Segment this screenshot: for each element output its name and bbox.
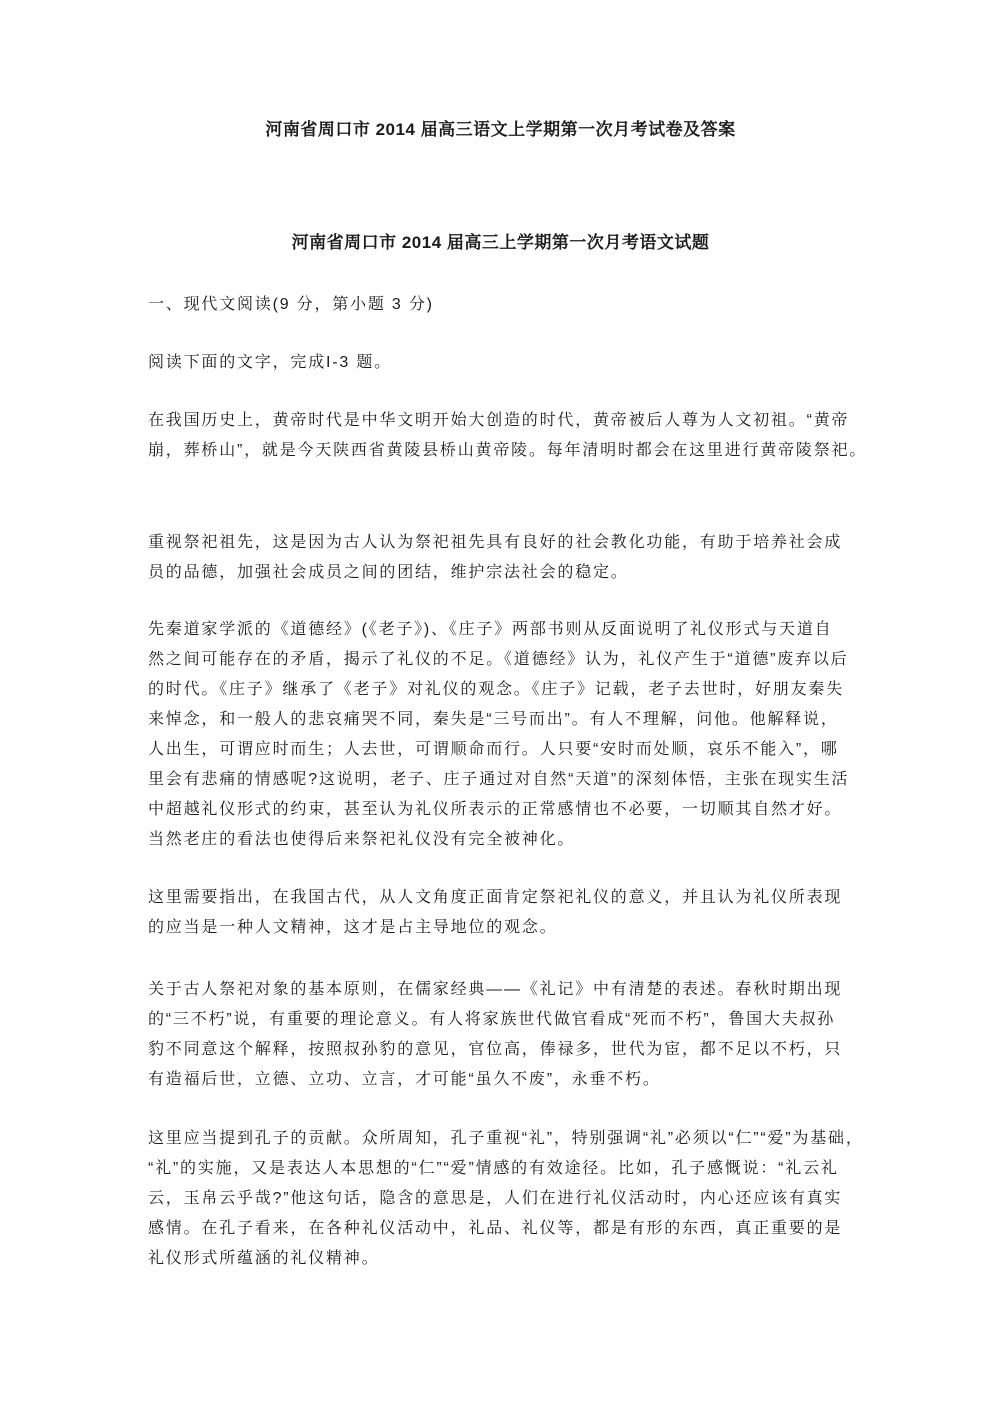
paragraph (148, 975, 853, 1095)
reading-instruction: 阅读下面的文字，完成I-3 题。 (148, 354, 392, 371)
paragraph-line: 员的品德，加强社会成员之间的团结，维护宗法社会的稳定。 (148, 564, 629, 581)
paragraph-line: 中超越礼仪形式的约束，甚至认为礼仪所表示的正常感情也不必要，一切顺其自然才好。 (148, 801, 843, 818)
paragraph-line: 礼仪形式所蕴涵的礼仪精神。 (148, 1250, 380, 1267)
paragraph (148, 883, 853, 943)
paragraph-line: 感情。在孔子看来，在各种礼仪活动中，礼品、礼仪等，都是有形的东西，真正重要的是 (148, 1220, 843, 1237)
paragraph-line: 人出生，可谓应时而生；人去世，可谓顺命而行。人只要“安时而处顺，哀乐不能入”，哪 (148, 741, 839, 758)
paragraph-line: 重视祭祀祖先，这是因为古人认为祭祀祖先具有良好的社会教化功能，有助于培养社会成 (148, 534, 843, 551)
paragraph-line: “礼”的实施，又是表达人本思想的“仁”“爱”情感的有效途径。比如，孔子感慨说：“礼云礼 (148, 1160, 839, 1177)
paragraph-line: 当然老庄的看法也使得后来祭祀礼仪没有完全被神化。 (148, 831, 576, 848)
paragraph-line: 崩，葬桥山”，就是今天陕西省黄陵县桥山黄帝陵。每年清明时都会在这里进行黄帝陵祭祀。 (148, 442, 868, 459)
paragraph-line: 关于古人祭祀对象的基本原则，在儒家经典——《礼记》中有清楚的表述。春秋时期出现 (148, 981, 843, 998)
paragraph-line: 来悼念，和一般人的悲哀痛哭不同，秦失是“三号而出”。有人不理解，问他。他解释说， (148, 711, 839, 728)
paragraph-line: 的应当是一种人文精神，这才是占主导地位的观念。 (148, 919, 558, 936)
paragraph-line: 先秦道家学派的《道德经》(《老子》)、《庄子》两部书则从反面说明了礼仪形式与天道自 (148, 621, 833, 638)
paragraph-line: 这里应当提到孔子的贡献。众所周知，孔子重视“礼”，特别强调“礼”必须以“仁”“爱”为基础， (148, 1130, 864, 1147)
paragraph-line: 在我国历史上，黄帝时代是中华文明开始大创造的时代，黄帝被后人尊为人文初祖。“黄帝 (148, 412, 850, 429)
paragraph-line: 这里需要指出，在我国古代，从人文角度正面肯定祭祀礼仪的意义，并且认为礼仪所表现 (148, 889, 843, 906)
paragraph-line: 豹不同意这个解释，按照叔孙豹的意见，官位高，俸禄多，世代为宦，都不足以不朽，只 (148, 1041, 843, 1058)
document-subtitle: 河南省周口市 2014 届高三上学期第一次月考语文试题 (291, 233, 710, 252)
paragraph (148, 528, 853, 588)
paragraph (148, 615, 853, 855)
paragraph-line: 的“三不朽”说，有重要的理论意义。有人将家族世代做官看成“死而不朽”，鲁国大夫叔孙 (148, 1011, 836, 1028)
paragraph (148, 406, 868, 466)
document-title: 河南省周口市 2014 届高三语文上学期第一次月考试卷及答案 (265, 120, 736, 139)
paragraph-line: 有造福后世，立德、立功、立言，才可能“虽久不废”，永垂不朽。 (148, 1071, 661, 1088)
paragraph-line: 云，玉帛云乎哉?”他这句话，隐含的意思是，人们在进行礼仪活动时，内心还应该有真实 (148, 1190, 843, 1207)
paragraph (148, 1124, 864, 1274)
paragraph-line: 的时代。《庄子》继承了《老子》对礼仪的观念。《庄子》记载，老子去世时，好朋友秦失 (148, 681, 845, 698)
paragraph-line: 里会有悲痛的情感呢?这说明，老子、庄子通过对自然“天道”的深刻体悟，主张在现实生活 (148, 771, 850, 788)
section-heading: 一、现代文阅读(9 分，第小题 3 分) (148, 296, 434, 313)
paragraph-line: 然之间可能存在的矛盾，揭示了礼仪的不足。《道德经》认为，礼仪产生于“道德”废弃以后 (148, 651, 849, 668)
